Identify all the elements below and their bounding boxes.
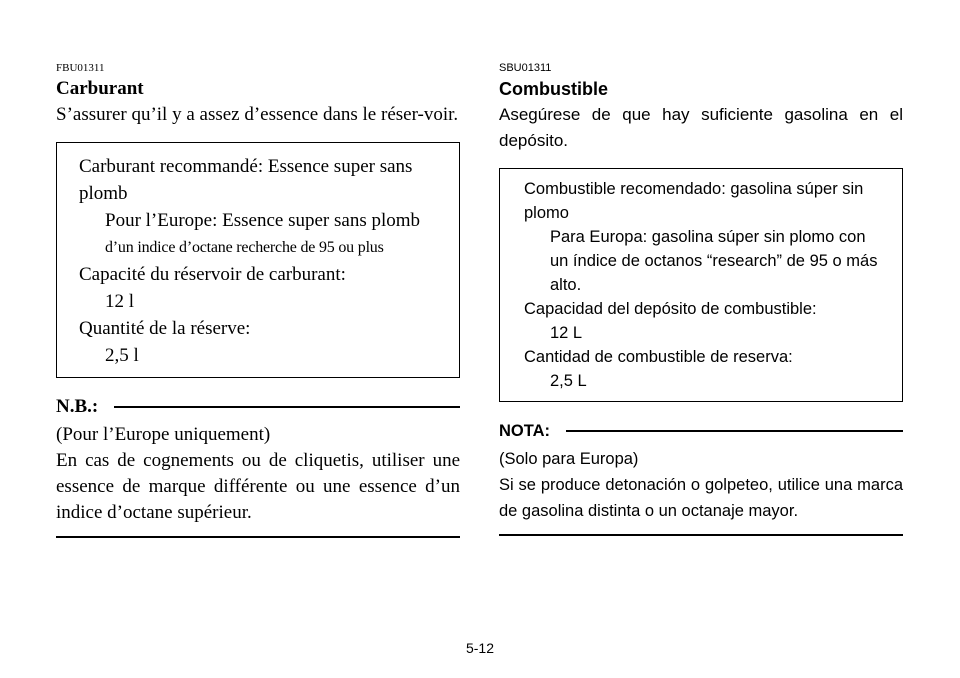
note-rule <box>114 406 460 408</box>
section-code: FBU01311 <box>56 62 105 74</box>
intro-text: S’assurer qu’il y a assez d’essence dans le réser-voir. <box>56 104 459 125</box>
intro-text: Asegúrese de que hay suficiente gasolina en el depósito. <box>499 105 903 150</box>
tank-capacity-label: Capacité du réservoir de carburant: <box>79 264 346 285</box>
reserve-label: Cantidad de combustible de reserva: <box>524 348 793 366</box>
note-text: Si se produce detonación o golpeteo, utilice una marca de gasolina distinta o un octanaje mayor. <box>499 476 903 520</box>
note-header <box>56 392 460 422</box>
note-label: N.B.: <box>56 396 99 417</box>
fuel-spec-box <box>499 168 903 402</box>
page-number: 5-12 <box>465 640 495 656</box>
note-end-rule <box>56 536 460 538</box>
note-scope: (Pour l’Europe uniquement) <box>56 424 271 445</box>
reserve-value: 2,5 L <box>550 372 587 390</box>
section-heading: Combustible <box>499 79 609 99</box>
recommended-fuel: Carburant recommandé: Essence super sans plomb <box>79 156 413 204</box>
section-heading: Carburant <box>56 78 144 99</box>
note-label: NOTA: <box>499 421 551 440</box>
french-section <box>56 60 460 538</box>
note-end-rule <box>499 534 903 536</box>
europe-fuel: Pour l’Europe: Essence super sans plomb <box>105 210 421 231</box>
fuel-spec-box <box>56 142 460 378</box>
recommended-fuel: Combustible recomendado: gasolina súper sin plomo <box>524 180 864 222</box>
reserve-value: 2,5 l <box>105 345 139 366</box>
note-header <box>499 416 903 446</box>
note-scope: (Solo para Europa) <box>499 450 639 468</box>
europe-fuel-detail: d’un indice d’octane recherche de 95 ou plus <box>105 239 384 256</box>
note-text: En cas de cognements ou de cliquetis, utiliser une essence de marque différente ou une essence d’un indice d’octane supérieur. <box>56 450 460 523</box>
reserve-label: Quantité de la réserve: <box>79 318 251 339</box>
europe-fuel: Para Europa: gasolina súper sin plomo con un índice de octanos “research” de 95 o más alto. <box>550 228 878 294</box>
tank-capacity-label: Capacidad del depósito de combustible: <box>524 300 817 318</box>
section-code: SBU01311 <box>499 62 552 74</box>
tank-capacity-value: 12 L <box>550 324 583 342</box>
note-rule <box>566 430 903 432</box>
tank-capacity-value: 12 l <box>105 291 135 312</box>
spanish-section <box>499 60 903 536</box>
